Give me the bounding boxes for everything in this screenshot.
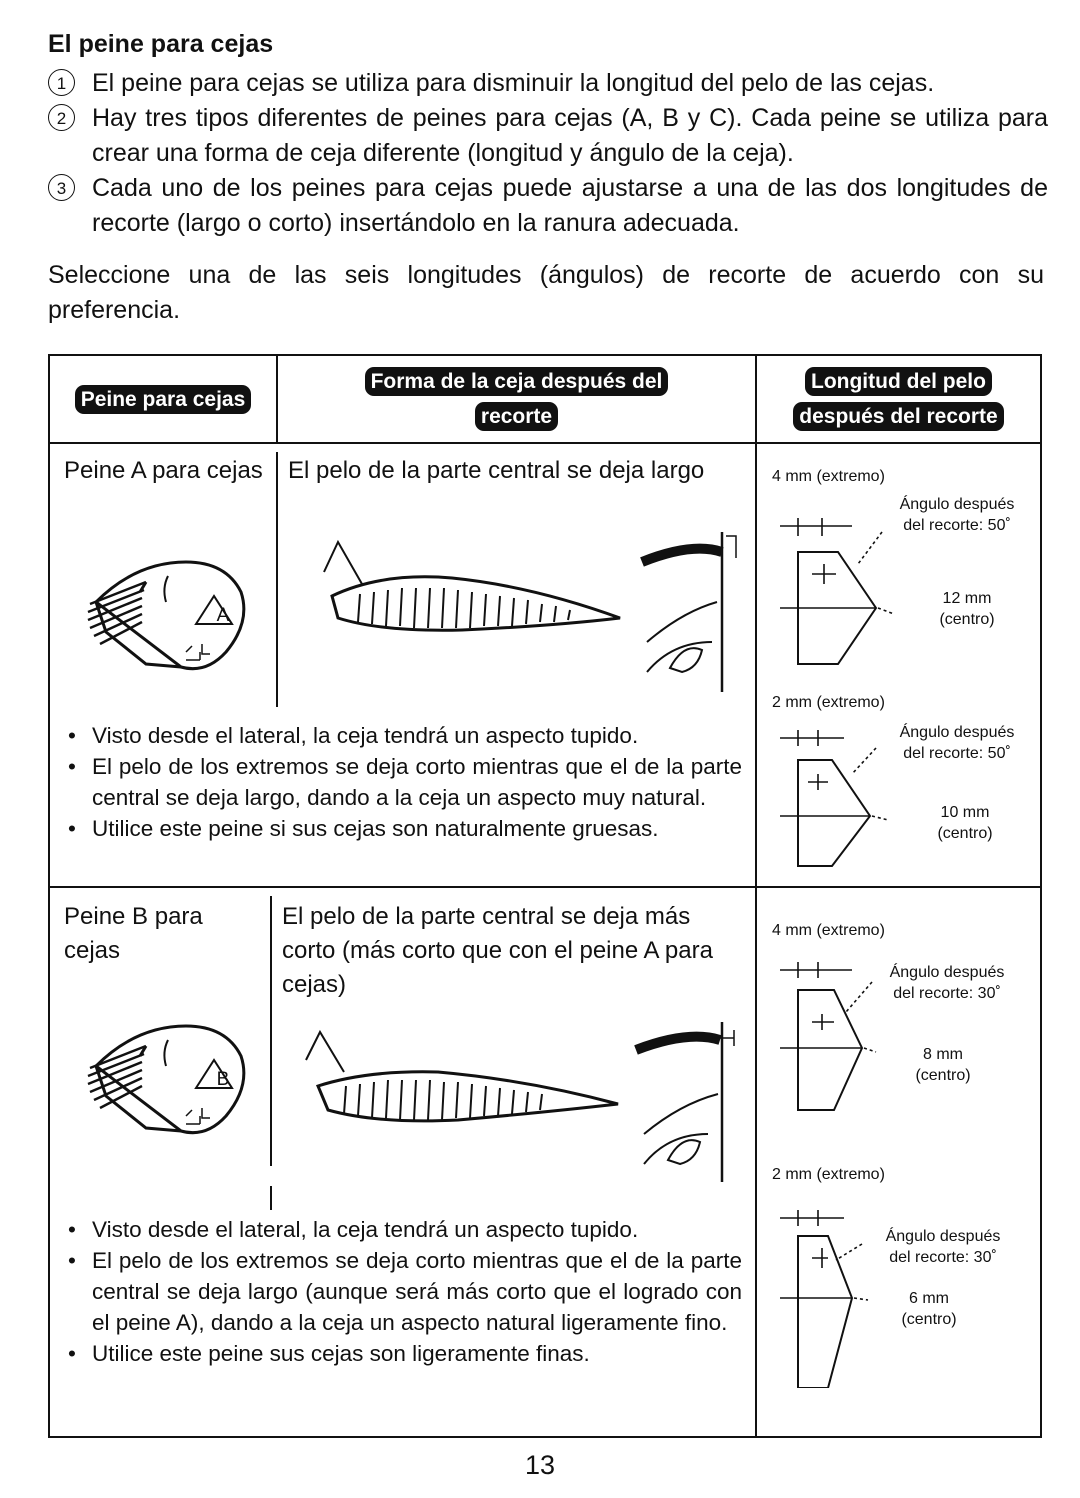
shape-description: El pelo de la parte central se deja más corto (más corto que con el peine A para cejas)	[282, 903, 713, 998]
note-item: • Visto desde el lateral, la ceja tendrá un aspecto tupido.	[62, 720, 742, 751]
comb-table	[48, 354, 1042, 1438]
center-length: 6 mm (centro)	[901, 1290, 957, 1328]
length-spec	[772, 466, 1034, 676]
circled-number: 2	[48, 104, 75, 131]
cut-angle: Ángulo después del recorte: 30˚	[889, 964, 1005, 1002]
center-length: 12 mm (centro)	[939, 590, 995, 628]
comb-a-notes	[62, 720, 742, 844]
header-length-line1: Longitud del pelo	[805, 367, 992, 396]
note-item: • Utilice este peine sus cejas son ligeramente finas.	[62, 1338, 742, 1369]
numbered-points	[48, 66, 1048, 241]
header-shape-line1: Forma de la ceja después del	[365, 367, 669, 396]
length-spec	[772, 692, 1034, 872]
shape-description: El pelo de la parte central se deja largo	[288, 457, 705, 484]
comb-letter: B	[216, 1069, 230, 1090]
header-shape-line2: recorte	[475, 402, 558, 431]
column-divider	[755, 356, 757, 1436]
center-length: 8 mm (centro)	[915, 1046, 971, 1084]
length-diagram	[772, 1208, 912, 1388]
cut-angle: Ángulo después del recorte: 30˚	[885, 1228, 1001, 1266]
cut-angle: Ángulo después del recorte: 50˚	[899, 496, 1015, 534]
eyebrow-b-illustration	[288, 1016, 748, 1186]
comb-name: Peine A para cejas	[64, 457, 263, 484]
point-item	[48, 101, 1048, 171]
eyebrow-a-illustration	[302, 522, 752, 692]
length-spec	[772, 1164, 1034, 1394]
circled-number: 3	[48, 174, 75, 201]
page-number: 13	[524, 1450, 556, 1480]
center-length: 10 mm (centro)	[937, 804, 993, 842]
length-spec	[772, 920, 1034, 1130]
circled-number: 1	[48, 69, 75, 96]
point-item	[48, 171, 1048, 241]
comb-letter: A	[216, 605, 230, 626]
extreme-length: 4 mm (extremo)	[772, 468, 885, 485]
header-divider	[50, 442, 1040, 444]
header-length-line2: después del recorte	[793, 402, 1003, 431]
header-comb	[50, 356, 276, 442]
comb-b-illustration	[76, 996, 256, 1146]
column-divider	[270, 896, 272, 1166]
note-item: • El pelo de los extremos se deja corto mientras que el de la parte central se deja largo (aunque será más corto que el logrado con el peine A), dando a la ceja un aspecto natural ligeramente fino.	[62, 1245, 742, 1338]
length-diagram	[772, 504, 942, 666]
extreme-length: 2 mm (extremo)	[772, 694, 885, 711]
section-title: El peine para cejas	[48, 30, 274, 58]
note-item: • Utilice este peine si sus cejas son naturalmente gruesas.	[62, 813, 742, 844]
header-shape	[278, 356, 755, 442]
header-length	[757, 356, 1040, 442]
column-divider	[270, 1186, 272, 1210]
intro-paragraph: Seleccione una de las seis longitudes (ángulos) de recorte de acuerdo con su preferencia.	[48, 261, 1044, 324]
row-divider	[50, 886, 1040, 888]
point-text: Hay tres tipos diferentes de peines para cejas (A, B y C). Cada peine se utiliza para crear una forma de ceja diferente (longitud y ángulo de la ceja).	[92, 104, 1048, 167]
cut-angle: Ángulo después del recorte: 50˚	[899, 724, 1015, 762]
length-diagram	[772, 728, 942, 868]
extreme-length: 2 mm (extremo)	[772, 1166, 885, 1183]
point-text: Cada uno de los peines para cejas puede ajustarse a una de las dos longitudes de recorte (largo o corto) insertándolo en la ranura adecuada.	[92, 174, 1048, 237]
column-divider	[276, 452, 278, 707]
note-item: • El pelo de los extremos se deja corto mientras que el de la parte central se deja largo, dando a la ceja un aspecto muy natural.	[62, 751, 742, 813]
comb-a-illustration	[76, 532, 256, 682]
header-comb-label: Peine para cejas	[75, 385, 252, 414]
length-diagram	[772, 960, 922, 1120]
point-item	[48, 66, 1048, 101]
point-text: El peine para cejas se utiliza para disminuir la longitud del pelo de las cejas.	[92, 69, 935, 97]
comb-b-notes	[62, 1214, 742, 1369]
comb-name: Peine B para cejas	[64, 903, 203, 964]
extreme-length: 4 mm (extremo)	[772, 922, 885, 939]
note-item: • Visto desde el lateral, la ceja tendrá un aspecto tupido.	[62, 1214, 742, 1245]
